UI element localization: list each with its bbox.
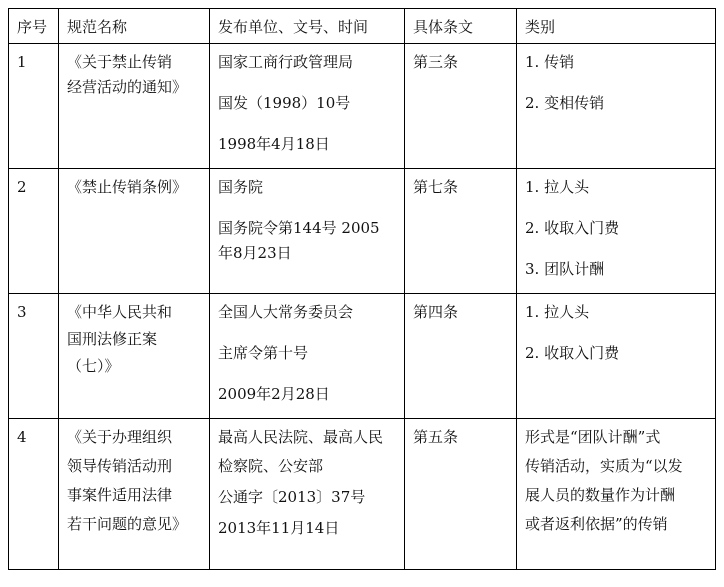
issuer-line: 检察院、公安部 (218, 457, 324, 475)
article-ref: 第七条 (405, 169, 517, 294)
category-line: 形式是“团队计酬”式 (525, 428, 661, 446)
table-row (9, 294, 716, 419)
table-row (9, 419, 716, 570)
row-number: 2 (9, 169, 59, 294)
category (517, 294, 716, 419)
issuer-line: 国务院 (218, 178, 264, 196)
issuer-line: 全国人大常务委员会 (218, 303, 354, 321)
regulation-name (59, 169, 210, 294)
table-header-row (9, 9, 716, 44)
regulation-name (59, 44, 210, 169)
regulation-name (59, 419, 210, 570)
row-number: 1 (9, 44, 59, 169)
category-line: 1. 拉人头 (525, 303, 590, 321)
name-line: 事案件适用法律 (67, 486, 173, 504)
name-line: （七）》 (67, 357, 120, 375)
issuer-info (210, 169, 405, 294)
category-line: 展人员的数量作为计酬 (525, 486, 676, 504)
issuer-line: 国发（1998）10号 (218, 94, 351, 112)
category-line: 3. 团队计酬 (525, 260, 605, 278)
name-line: 领导传销活动刑 (67, 457, 173, 475)
issuer-line: 年8月23日 (218, 244, 292, 262)
category-line: 1. 传销 (525, 53, 575, 71)
header-no: 序号 (9, 9, 59, 44)
table-row (9, 44, 716, 169)
category (517, 44, 716, 169)
issuer-line: 2013年11月14日 (218, 519, 340, 537)
category (517, 169, 716, 294)
category-line: 2. 收取入门费 (525, 344, 620, 362)
header-article: 具体条文 (405, 9, 517, 44)
name-line: 国刑法修正案 (67, 330, 158, 348)
category-line: 1. 拉人头 (525, 178, 590, 196)
category (517, 419, 716, 570)
article-ref: 第四条 (405, 294, 517, 419)
issuer-line: 1998年4月18日 (218, 135, 330, 153)
name-line: 《关于办理组织 (67, 428, 173, 446)
header-name: 规范名称 (59, 9, 210, 44)
name-line: 《中华人民共和 (67, 303, 173, 321)
category-line: 传销活动，实质为“以发 (525, 457, 683, 475)
regulations-table (8, 8, 716, 570)
issuer-line: 主席令第十号 (218, 344, 309, 362)
table-row (9, 169, 716, 294)
category-line: 或者返利依据”的传销 (525, 515, 668, 533)
name-line: 若干问题的意见》 (67, 515, 188, 533)
name-line: 《关于禁止传销 (67, 53, 173, 71)
category-line: 2. 收取入门费 (525, 219, 620, 237)
issuer-info (210, 294, 405, 419)
name-line: 《禁止传销条例》 (67, 178, 188, 196)
article-ref: 第五条 (405, 419, 517, 570)
issuer-info (210, 419, 405, 570)
header-issuer: 发布单位、文号、时间 (210, 9, 405, 44)
category-line: 2. 变相传销 (525, 94, 605, 112)
issuer-line: 公通字〔2013〕37号 (218, 488, 366, 506)
issuer-info (210, 44, 405, 169)
header-category: 类别 (517, 9, 716, 44)
regulation-name (59, 294, 210, 419)
row-number: 4 (9, 419, 59, 570)
article-ref: 第三条 (405, 44, 517, 169)
issuer-line: 国家工商行政管理局 (218, 53, 354, 71)
issuer-line: 国务院令第144号 2005 (218, 219, 380, 237)
name-line: 经营活动的通知》 (67, 78, 188, 96)
row-number: 3 (9, 294, 59, 419)
issuer-line: 最高人民法院、最高人民 (218, 428, 384, 446)
issuer-line: 2009年2月28日 (218, 385, 330, 403)
